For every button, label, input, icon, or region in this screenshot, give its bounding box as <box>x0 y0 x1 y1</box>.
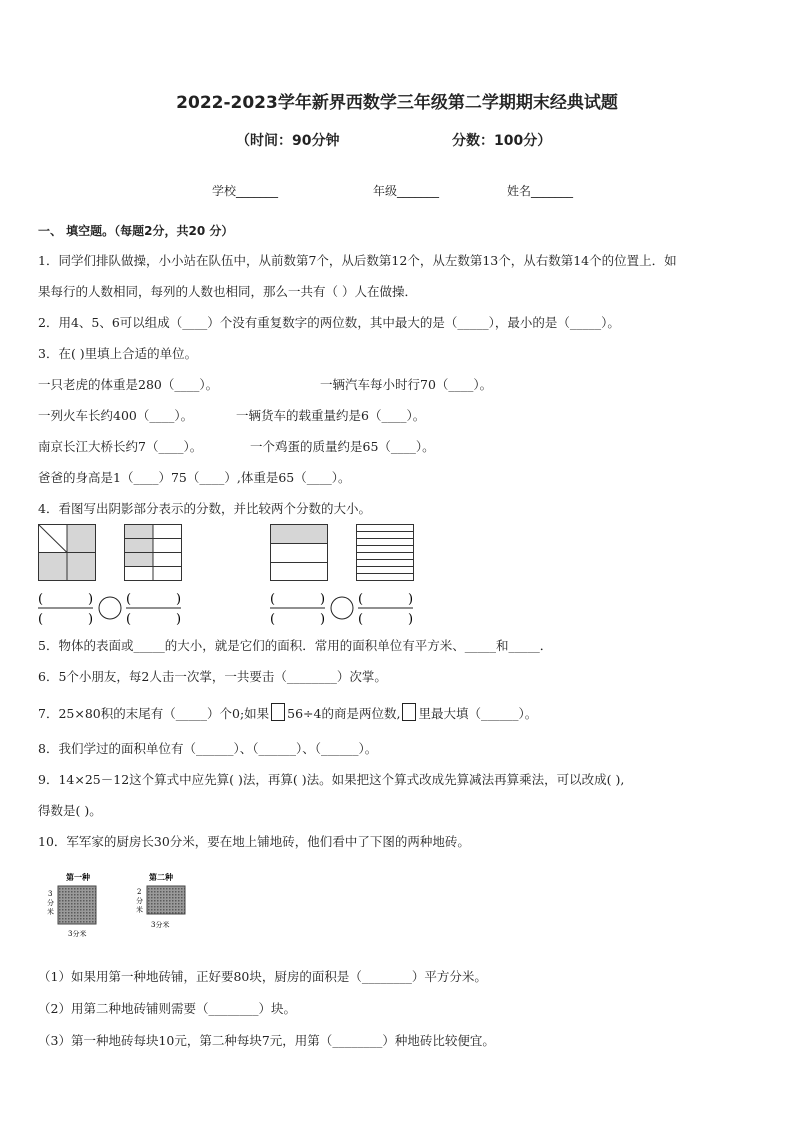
tile-1-bottom: 3分米 <box>68 930 87 938</box>
question-7 <box>38 703 537 722</box>
fraction-compare-left[interactable] <box>36 590 186 626</box>
question-7-part-1: 7．25×80积的末尾有（_____）个0;如果 <box>38 706 270 721</box>
question-9-line-2: 得数是( )。 <box>38 803 102 818</box>
question-10-sub-3: （3）第一种地砖每块10元，第二种每块7元，用第（________）种地砖比较便宜。 <box>38 1033 495 1048</box>
tile-figure-1 <box>44 870 110 942</box>
fraction-figure-square-3 <box>270 524 328 581</box>
section-header: 一、 填空题。（每题2分，共20 分） <box>38 224 234 238</box>
name-field[interactable]: 姓名_______ <box>507 184 574 198</box>
svg-text:(: ( <box>358 592 364 607</box>
fraction-compare-right[interactable] <box>268 590 418 626</box>
fraction-figure-square-1 <box>38 524 96 581</box>
svg-text:分: 分 <box>47 899 54 907</box>
question-6: 6．5个小朋友，每2人击一次掌，一共要击（________）次掌。 <box>38 669 387 684</box>
svg-text:): ) <box>408 592 414 607</box>
score-info: 分数：100分） <box>452 133 552 149</box>
svg-text:): ) <box>176 592 182 607</box>
svg-text:): ) <box>320 612 326 627</box>
question-4: 4．看图写出阴影部分表示的分数，并比较两个分数的大小。 <box>38 501 371 516</box>
svg-text:2: 2 <box>137 888 142 896</box>
question-7-part-3: 里最大填（______）。 <box>418 706 538 721</box>
blank-box[interactable] <box>271 703 285 721</box>
svg-text:(: ( <box>38 612 44 627</box>
svg-text:(: ( <box>270 592 276 607</box>
question-3-item-6: 一个鸡蛋的质量约是65（____）。 <box>250 439 435 454</box>
blank-box[interactable] <box>402 703 416 721</box>
svg-text:(: ( <box>126 612 132 627</box>
school-field[interactable]: 学校_______ <box>212 184 279 198</box>
svg-text:(: ( <box>358 612 364 627</box>
svg-text:米: 米 <box>136 906 143 914</box>
svg-text:): ) <box>320 592 326 607</box>
fraction-figure-square-2 <box>124 524 182 581</box>
svg-text:(: ( <box>126 592 132 607</box>
question-9-line-1: 9．14×25－12这个算式中应先算( )法，再算( )法。如果把这个算式改成先算减法再算乘法，可以改成( ), <box>38 772 625 787</box>
tile-2-bottom: 3分米 <box>151 921 170 929</box>
question-3: 3．在( )里填上合适的单位。 <box>38 346 198 361</box>
question-10-sub-1: （1）如果用第一种地砖铺，正好要80块，厨房的面积是（________）平方分米。 <box>38 969 487 984</box>
question-3-item-4: 一辆货车的载重量约是6（____）。 <box>236 408 426 423</box>
svg-text:(: ( <box>38 592 44 607</box>
question-10: 10．军军家的厨房长30分米，要在地上铺地砖，他们看中了下图的两种地砖。 <box>38 834 470 849</box>
grade-field[interactable]: 年级_______ <box>373 184 440 198</box>
question-5: 5．物体的表面或_____的大小，就是它们的面积．常用的面积单位有平方米、_____和_____． <box>38 638 553 653</box>
question-3-item-1: 一只老虎的体重是280（____）。 <box>38 377 219 392</box>
tile-figure-2 <box>133 870 199 942</box>
svg-text:分: 分 <box>136 897 143 905</box>
svg-text:(: ( <box>270 612 276 627</box>
question-3-item-3: 一列火车长约400（____）。 <box>38 408 194 423</box>
time-info: （时间：90分钟 <box>236 133 340 149</box>
question-1-line-1: 1．同学们排队做操，小小站在队伍中，从前数第7个，从后数第12个，从左数第13个，从右数第14个的位置上．如 <box>38 253 677 268</box>
fraction-figure-square-4 <box>356 524 414 581</box>
tile-2-label: 第二种 <box>149 872 173 882</box>
question-2: 2．用4、5、6可以组成（____）个没有重复数字的两位数，其中最大的是（_____），最小的是（_____）。 <box>38 315 620 330</box>
svg-text:米: 米 <box>47 908 54 916</box>
question-7-part-2: 56÷4的商是两位数, <box>287 706 401 721</box>
question-3-item-7: 爸爸的身高是1（____）75（____）,体重是65（____）。 <box>38 470 351 485</box>
svg-text:): ) <box>88 612 94 627</box>
svg-text:): ) <box>176 612 182 627</box>
page-title: 2022-2023学年新界西数学三年级第二学期期末经典试题 <box>176 93 618 113</box>
question-1-line-2: 果每行的人数相同，每列的人数也相同，那么一共有（ ）人在做操． <box>38 284 417 299</box>
svg-text:3: 3 <box>48 890 53 898</box>
question-10-sub-2: （2）用第二种地砖铺则需要（________）块。 <box>38 1001 296 1016</box>
tile-1-label: 第一种 <box>66 872 90 882</box>
svg-text:): ) <box>88 592 94 607</box>
question-3-item-5: 南京长江大桥长约7（____）。 <box>38 439 203 454</box>
question-8: 8．我们学过的面积单位有（______）、（______）、（______）。 <box>38 741 378 756</box>
question-3-item-2: 一辆汽车每小时行70（____）。 <box>320 377 493 392</box>
svg-text:): ) <box>408 612 414 627</box>
